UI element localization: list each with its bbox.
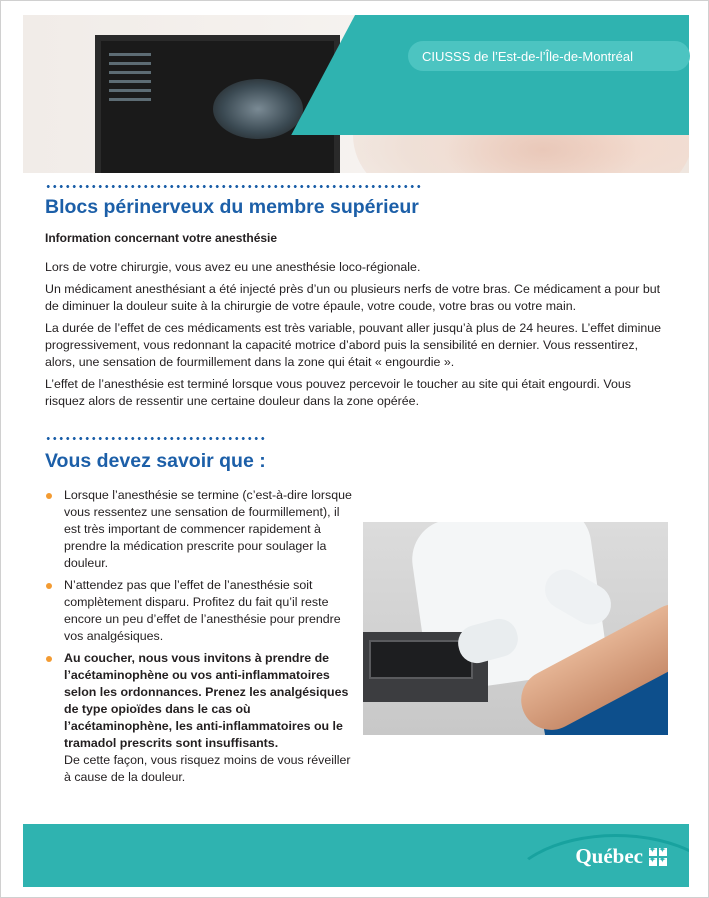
ultrasound-monitor bbox=[95, 35, 340, 173]
paragraph: Un médicament anesthésiant a été injecté près d’un ou plusieurs nerfs de votre bras. Ce médicament a pour but de diminuer la douleur suite à la chirurgie de votre épaule, votre coude, votre bras ou votre main. bbox=[45, 282, 661, 313]
quebec-wordmark: Québec bbox=[575, 844, 643, 868]
section2-title: Vous devez savoir que : bbox=[45, 450, 266, 472]
bullet-item bbox=[45, 577, 355, 645]
paragraph: L’effet de l’anesthésie est terminé lorsque vous pouvez percevoir le toucher au site qui était engourdi. Vous risquez alors de ressentir une certaine douleur dans la zone opérée. bbox=[45, 377, 631, 408]
paragraph: La durée de l’effet de ces médicaments est très variable, pouvant aller jusqu’à plus de 24 heures. L’effet diminue progressivement, vous redonnant la capacité motrice d’abord puis la sensibilité en dernier. Vous ressentirez, alors, une sensation de fourmillement dans la zone qui était « engourdie ». bbox=[45, 321, 662, 369]
bullet-item bbox=[45, 650, 355, 786]
quebec-logo bbox=[575, 844, 667, 869]
bullet-text: De cette façon, vous risquez moins de vous réveiller à cause de la douleur. bbox=[64, 753, 351, 784]
fleur-de-lis-flag-icon bbox=[649, 848, 667, 866]
dotted-rule-1 bbox=[45, 184, 421, 189]
paragraph: Lors de votre chirurgie, vous avez eu une anesthésie loco-régionale. bbox=[45, 260, 421, 274]
section1-body bbox=[45, 259, 670, 415]
section1-title: Blocs périnerveux du membre supérieur bbox=[45, 196, 419, 218]
bullet-bold-text: Au coucher, nous vous invitons à prendre de l’acétaminophène ou vos anti-inflammatoires selon les ordonnances. Prenez les analgésiques de type opioïdes dans le cas où l’acétaminophène, les anti-inflammatoires ou le tramadol prescrits sont insuffisants. bbox=[64, 651, 349, 750]
bullet-text: N’attendez pas que l’effet de l’anesthésie soit complètement disparu. Profitez du fait qu’il reste encore un peu d’effet de l’anesthésie pour prendre vos analgésiques. bbox=[64, 578, 341, 643]
bullet-dot-icon bbox=[46, 583, 52, 589]
section1-subtitle: Information concernant votre anesthésie bbox=[45, 231, 278, 245]
bullet-text: Lorsque l’anesthésie se termine (c’est-à-dire lorsque vous ressentez une sensation de fourmillement), il est très important de commencer rapidement à prendre la médication prescrite pour soulager la douleur. bbox=[64, 488, 352, 570]
organization-pill bbox=[408, 41, 690, 71]
dotted-rule-2 bbox=[45, 436, 267, 441]
bullet-dot-icon bbox=[46, 656, 52, 662]
injection-photo bbox=[363, 522, 668, 735]
bullet-list bbox=[45, 487, 355, 791]
organization-name: CIUSSS de l’Est-de-l’Île-de-Montréal bbox=[422, 48, 633, 64]
footer-band bbox=[23, 824, 689, 887]
header-photo bbox=[23, 15, 689, 173]
bullet-dot-icon bbox=[46, 493, 52, 499]
bullet-item bbox=[45, 487, 355, 572]
